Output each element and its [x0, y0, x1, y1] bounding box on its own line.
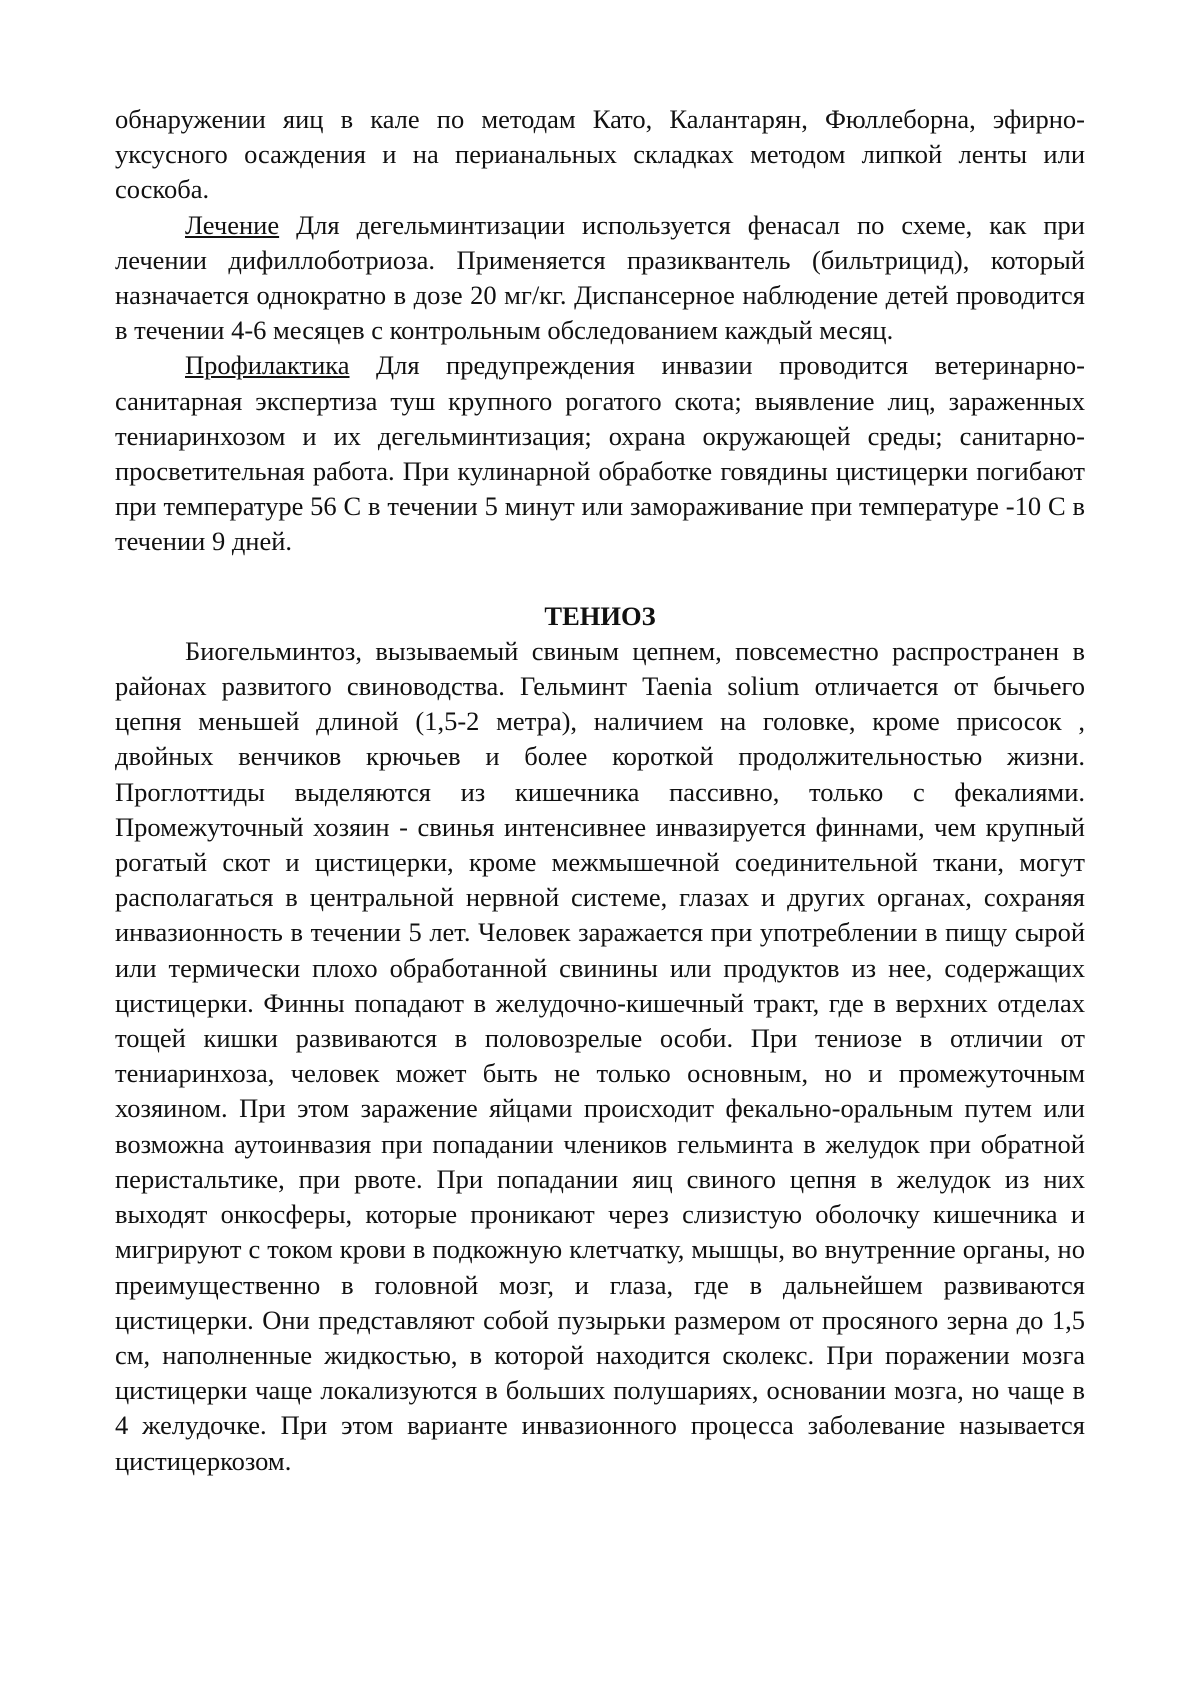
prevention-text: Для предупреждения инвазии проводится ветеринарно-санитарная экспертиза туш крупного рогатого скота; выявление лиц, зараженных тениаринхозом и их дегельминтизация; охрана окружающей среды; санитарно-просветительная работа. При кулинарной обработке говядины цистицерки погибают при температуре 56 С в течении 5 минут или замораживание при температуре -10 С в течении 9 дней. — [115, 350, 1085, 557]
section-body-paragraph: Биогельминтоз, вызываемый свиным цепнем, повсеместно распространен в районах развитого свиноводства. Гельминт Taenia solium отличается от бычьего цепня меньшей длиной (1,5-2 метра), наличием на головке, кроме присосок , двойных венчиков крючьев и более короткой продолжительностью жизни. Проглоттиды выделяются из кишечника пассивно, только с фекалиями. Промежуточный хозяин - свинья интенсивнее инвазируется финнами, чем крупный рогатый скот и цистицерки, кроме межмышечной соединительной ткани, могут располагаться в центральной нервной системе, глазах и других органах, сохраняя инвазионность в течении 5 лет. Человек заражается при употреблении в пищу сырой или термически плохо обработанной свинины или продуктов из нее, содержащих цистицерки. Финны попадают в желудочно-кишечный тракт, где в верхних отделах тощей кишки развиваются в половозрелые особи. При тениозе в отличии от тениаринхоза, человек может быть не только основным, но и промежуточным хозяином. При этом заражение яйцами происходит фекально-оральным путем или возможна аутоинвазия при попадании члеников гельминта в желудок при обратной перистальтике, при рвоте. При попадании яиц свиного цепня в желудок из них выходят онкосферы, которые проникают через слизистую оболочку кишечника и мигрируют с током крови в подкожную клетчатку, мышцы, во внутренние органы, но преимущественно в головной мозг, и глаза, где в дальнейшем развиваются цистицерки. Они представляют собой пузырьки размером от просяного зерна до 1,5 см, наполненные жидкостью, в которой находится сколекс. При поражении мозга цистицерки чаще локализуются в больших полушариях, основании мозга, но чаще в 4 желудочке. При этом варианте инвазионного процесса заболевание называется цистицеркозом. — [115, 635, 1085, 1476]
treatment-text: Для дегельминтизации используется фенасал по схеме, как при лечении дифиллоботриоза. Применяется празиквантель (бильтрицид), который назначается однократно в дозе 20 мг/кг. Диспансерное наблюдение детей проводится в течении 4-6 месяцев с контрольным обследованием каждый месяц. — [115, 209, 1085, 346]
prevention-paragraph — [115, 348, 1085, 559]
section-heading: ТЕНИОЗ — [544, 600, 656, 631]
treatment-paragraph — [115, 208, 1085, 349]
treatment-label: Лечение — [185, 209, 280, 240]
continuation-paragraph: обнаружении яиц в кале по методам Като, Калантарян, Фюллеборна, эфирно-уксусного осаждения и на перианальных складках методом липкой ленты или соскоба. — [115, 104, 1085, 205]
prevention-label: Профилактика — [185, 350, 350, 381]
document-page — [115, 102, 1085, 1479]
